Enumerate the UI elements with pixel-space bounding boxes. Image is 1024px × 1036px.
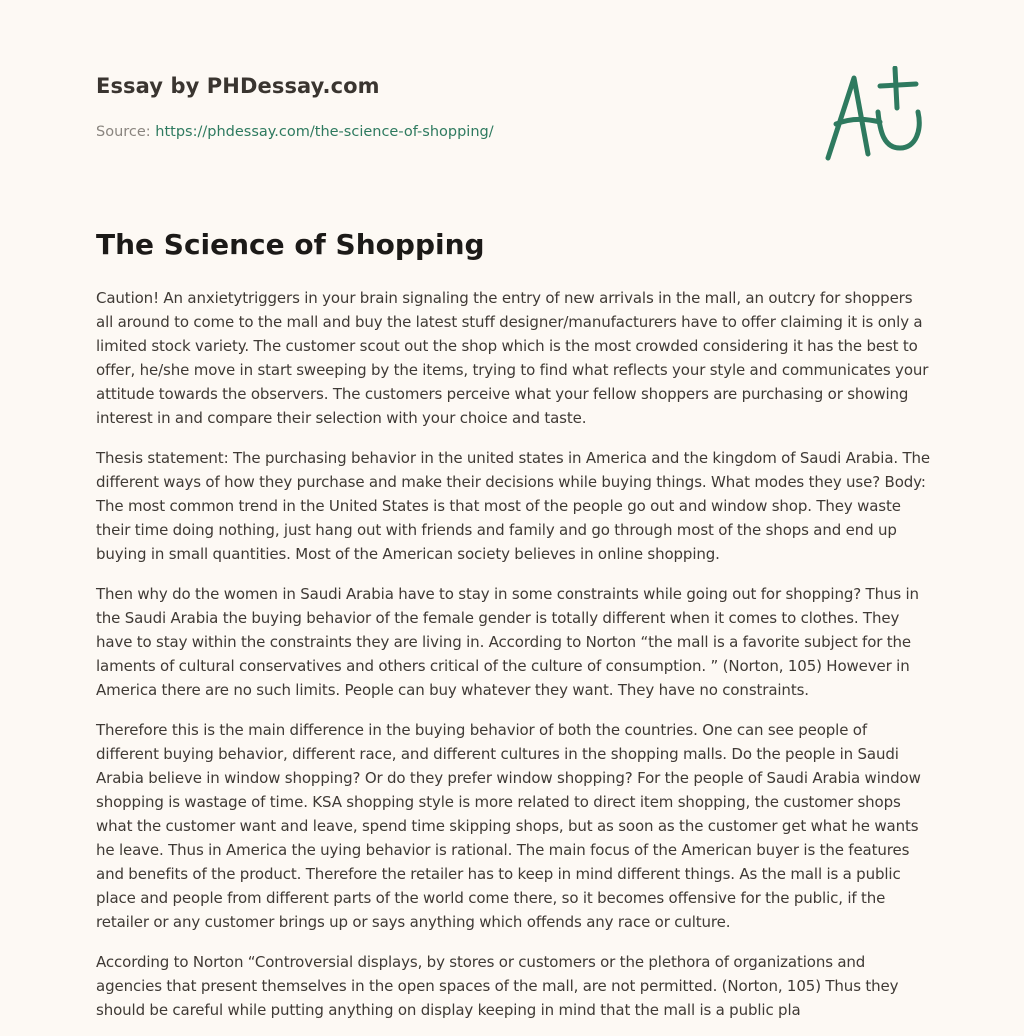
article-title: The Science of Shopping xyxy=(96,228,485,261)
article xyxy=(96,226,932,1022)
source-label: Source: xyxy=(96,124,156,140)
paragraph: Caution! An anxietytriggers in your brain signaling the entry of new arrivals in the mall, an outcry for shoppers all around to come to the mall and buy the latest stuff designer/manufacturers have to offer claiming it is only a limited stock variety. The customer scout out the shop which is the most crowded considering it has the best to offer, he/she move in start sweeping by the items, trying to find what reflects your style and communicates your attitude towards the observers. The customers perceive what your fellow shoppers are purchasing or showing interest in and compare their selection with your choice and taste. xyxy=(96,289,929,427)
source-link[interactable]: https://phdessay.com/the-science-of-shopping/ xyxy=(155,124,494,140)
bottom-fade xyxy=(0,1028,1024,1036)
paragraph: Thesis statement: The purchasing behavior in the united states in America and the kingdom of Saudi Arabia. The different ways of how they purchase and make their decisions while buying things. What modes they use? Body: The most common trend in the United States is that most of the people go out and window shop. They waste their time doing nothing, just hang out with friends and family and go through most of the shops and end up buying in small quantities. Most of the American society believes in online shopping. xyxy=(96,449,931,563)
brand-title: Essay by PHDessay.com xyxy=(96,74,380,98)
source-line xyxy=(96,124,494,140)
paragraph: Then why do the women in Saudi Arabia have to stay in some constraints while going out for shopping? Thus in the Saudi Arabia the buying behavior of the female gender is totally different when it comes to clothes. They have to stay within the constraints they are living in. According to Norton “the mall is a favorite subject for the laments of cultural conservatives and others critical of the culture of consumption. ” (Norton, 105) However in America there are no such limits. People can buy whatever they want. They have no constraints. xyxy=(96,585,919,699)
paragraph: According to Norton “Controversial displays, by stores or customers or the plethora of organizations and agencies that present themselves in the open spaces of the mall, are not permitted. (Norton, 105) Thus they should be careful while putting anything on display keeping in mind that the mall is a public pla xyxy=(96,953,899,1019)
a-plus-grade-icon xyxy=(818,66,930,166)
document-header xyxy=(96,74,928,140)
paragraph: Therefore this is the main difference in the buying behavior of both the countries. One can see people of different buying behavior, different race, and different cultures in the shopping malls. Do the people in Saudi Arabia believe in window shopping? Or do they prefer window shopping? For the people of Saudi Arabia window shopping is wastage of time. KSA shopping style is more related to direct item shopping, the customer shops what the customer want and leave, spend time skipping shops, but as soon as the customer get what he wants he leave. Thus in America the uying behavior is rational. The main focus of the American buyer is the features and benefits of the product. Therefore the retailer has to keep in mind different things. As the mall is a public place and people from different parts of the world come there, so it becomes offensive for the public, if the retailer or any customer brings up or says anything which offends any race or culture. xyxy=(96,721,921,931)
